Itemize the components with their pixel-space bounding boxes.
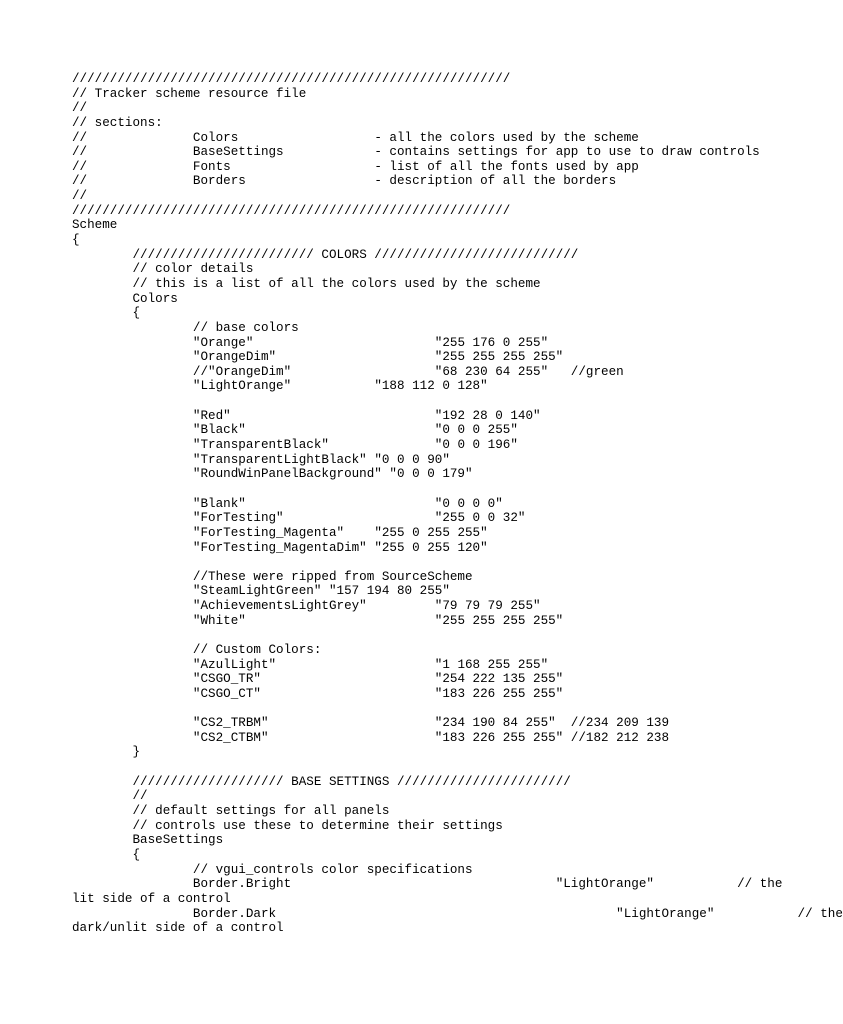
code-line: //	[72, 789, 148, 804]
code-line: Colors	[72, 291, 178, 306]
code-line: // color details	[72, 262, 254, 277]
code-line: "CS2_TRBM" "234 190 84 255" //234 209 139	[72, 716, 670, 731]
code-line	[72, 760, 712, 775]
code-line: "SteamLightGreen" "157 194 80 255"	[72, 584, 450, 599]
code-line	[72, 482, 712, 497]
code-line: "TransparentBlack" "0 0 0 196"	[72, 438, 518, 453]
code-line: {	[72, 233, 80, 248]
code-line: "Red" "192 28 0 140"	[72, 408, 541, 423]
code-line: "OrangeDim" "255 255 255 255"	[72, 350, 564, 365]
code-line: //These were ripped from SourceScheme	[72, 569, 473, 584]
code-line: "AchievementsLightGrey" "79 79 79 255"	[72, 599, 541, 614]
code-line: dark/unlit side of a control	[72, 921, 284, 936]
code-line: //	[72, 101, 88, 116]
code-line: "Black" "0 0 0 255"	[72, 423, 518, 438]
code-line: Scheme	[72, 218, 118, 233]
code-line	[72, 628, 712, 643]
code-line: Border.Dark "LightOrange" // the	[72, 906, 843, 921]
code-line	[72, 555, 712, 570]
code-line: //"OrangeDim" "68 230 64 255" //green	[72, 364, 624, 379]
code-line: //////////////////////////////////////////////////////////	[72, 203, 511, 218]
code-line: // Tracker scheme resource file	[72, 86, 307, 101]
code-line: "ForTesting_Magenta" "255 0 255 255"	[72, 525, 488, 540]
code-line	[72, 702, 712, 717]
code-line: BaseSettings	[72, 833, 224, 848]
code-line: // vgui_controls color specifications	[72, 862, 473, 877]
code-line: "TransparentLightBlack" "0 0 0 90"	[72, 452, 450, 467]
code-line: // Borders - description of all the borders	[72, 174, 617, 189]
code-block	[72, 72, 843, 936]
code-line: {	[72, 847, 141, 862]
code-line: Border.Bright "LightOrange" // the	[72, 877, 783, 892]
code-line: //	[72, 189, 88, 204]
code-line: "White" "255 255 255 255"	[72, 613, 564, 628]
code-line: "RoundWinPanelBackground" "0 0 0 179"	[72, 467, 473, 482]
code-line: {	[72, 306, 141, 321]
code-line: // Custom Colors:	[72, 642, 322, 657]
code-line: // base colors	[72, 320, 299, 335]
code-line: //////////////////////////////////////////////////////////	[72, 72, 511, 86]
code-line: "CSGO_CT" "183 226 255 255"	[72, 686, 564, 701]
code-line: //////////////////////// COLORS ///////////////////////////	[72, 247, 579, 262]
code-line	[72, 394, 712, 409]
code-line: // this is a list of all the colors used by the scheme	[72, 276, 541, 291]
code-line: // BaseSettings - contains settings for app to use to draw controls	[72, 145, 760, 160]
code-line: }	[72, 745, 141, 760]
document-page	[72, 72, 843, 936]
code-line: "ForTesting" "255 0 0 32"	[72, 511, 526, 526]
code-line: "LightOrange" "188 112 0 128"	[72, 379, 488, 394]
code-line: // Fonts - list of all the fonts used by app	[72, 159, 639, 174]
code-line: "Orange" "255 176 0 255"	[72, 335, 549, 350]
code-line: //////////////////// BASE SETTINGS ///////////////////////	[72, 774, 571, 789]
code-line: "CSGO_TR" "254 222 135 255"	[72, 672, 564, 687]
code-line: // Colors - all the colors used by the scheme	[72, 130, 639, 145]
code-line: "CS2_CTBM" "183 226 255 255" //182 212 238	[72, 730, 670, 745]
code-line: "AzulLight" "1 168 255 255"	[72, 657, 549, 672]
code-line: // controls use these to determine their settings	[72, 818, 503, 833]
code-line: // default settings for all panels	[72, 804, 390, 819]
code-line: // sections:	[72, 115, 163, 130]
code-line: lit side of a control	[72, 891, 231, 906]
code-line: "ForTesting_MagentaDim" "255 0 255 120"	[72, 540, 488, 555]
code-line: "Blank" "0 0 0 0"	[72, 496, 503, 511]
